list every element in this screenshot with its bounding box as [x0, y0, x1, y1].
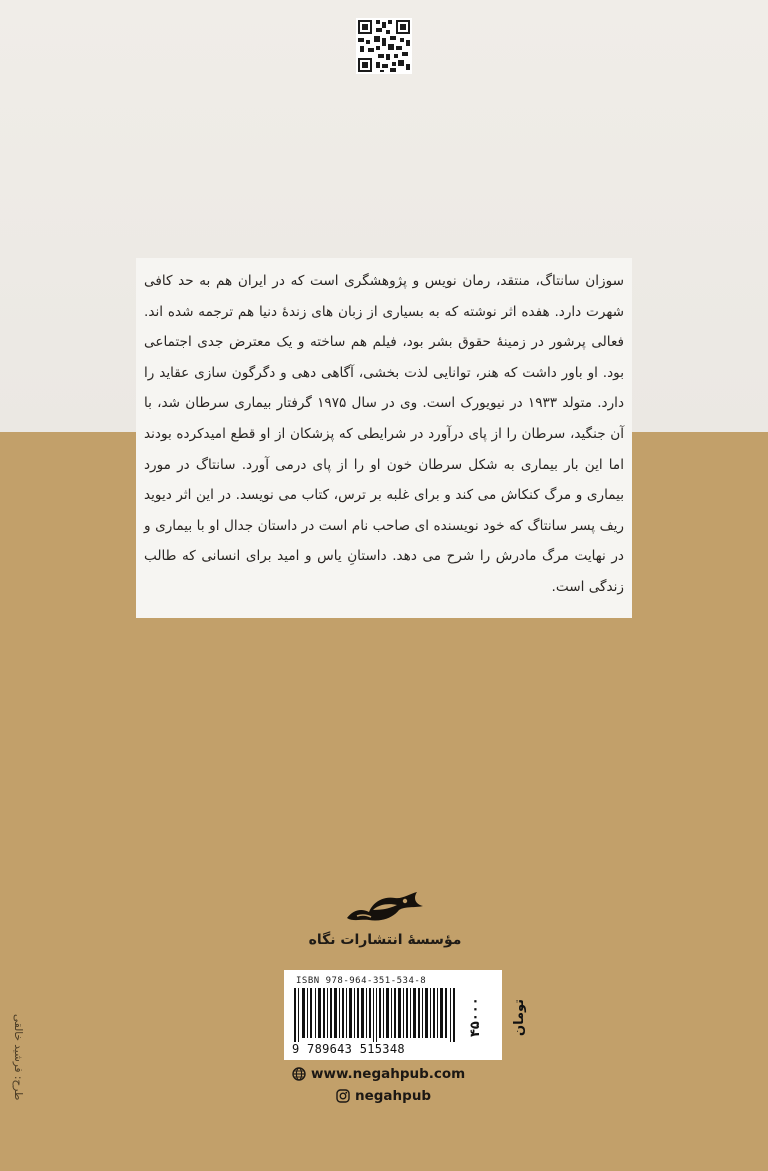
qr-code-icon[interactable] [356, 18, 412, 74]
blurb-paragraph: سوزان سانتاگ، منتقد، رمان نویس و پژوهشگری است که در ایران هم به حد کافی شهرت دارد. هفده اثر نوشته که به بسیاری از زبان های زندهٔ دنیا هم ترجمه شده اند. فعالی پرشور در زمینهٔ حقوق بشر بود، فیلم هم ساخته و یک معترض جدی اجتماعی بود. او باور داشت که هنر، توانایی لذت بخشی، آگاهی دهی و دگرگون سازی عقاید را دارد. متولد ۱۹۳۳ در نیویورک است. وی در سال ۱۹۷۵ گرفتار بیماری سرطان شد، با آن جنگید، سرطان را از پای درآورد در شرایطی که پزشکان از او قطع امیدکرده بودند اما این بار بیماری به شکل سرطان خون او را از پای درمی آورد. سانتاگ در مورد بیماری و مرگ کنکاش می کند و برای غلبه بر ترس، کتاب می نویسد. در این اثر دیوید ریف پسر سانتاگ که خود نویسنده ای صاحب نام است در داستان جدال او با بیماری و در نهایت مرگ مادرش را شرح می دهد. داستانِ یاس و امید برای انسانی که طالب زندگی است. [144, 273, 624, 595]
barcode-box [284, 970, 527, 1060]
blurb-box [136, 258, 632, 618]
designer-credit: طرح: فرشید خالقی [12, 1013, 24, 1100]
website-link[interactable] [292, 1066, 492, 1082]
barcode-bars [294, 988, 458, 1042]
website-text: www.negahpub.com [311, 1066, 466, 1082]
negah-logo-icon [343, 888, 427, 926]
globe-icon [292, 1067, 306, 1081]
publisher-block [280, 888, 490, 966]
publisher-name: مؤسسهٔ انتشارات نگاه [308, 932, 462, 948]
price-label: ۴۵۰۰۰ تومان [468, 997, 527, 1037]
barcode-digits: 9 789643 515348 [292, 1042, 405, 1056]
instagram-text: negahpub [355, 1088, 432, 1104]
instagram-icon [336, 1089, 350, 1103]
isbn-text: ISBN 978-964-351-534-8 [296, 976, 427, 986]
instagram-link[interactable] [336, 1088, 536, 1104]
